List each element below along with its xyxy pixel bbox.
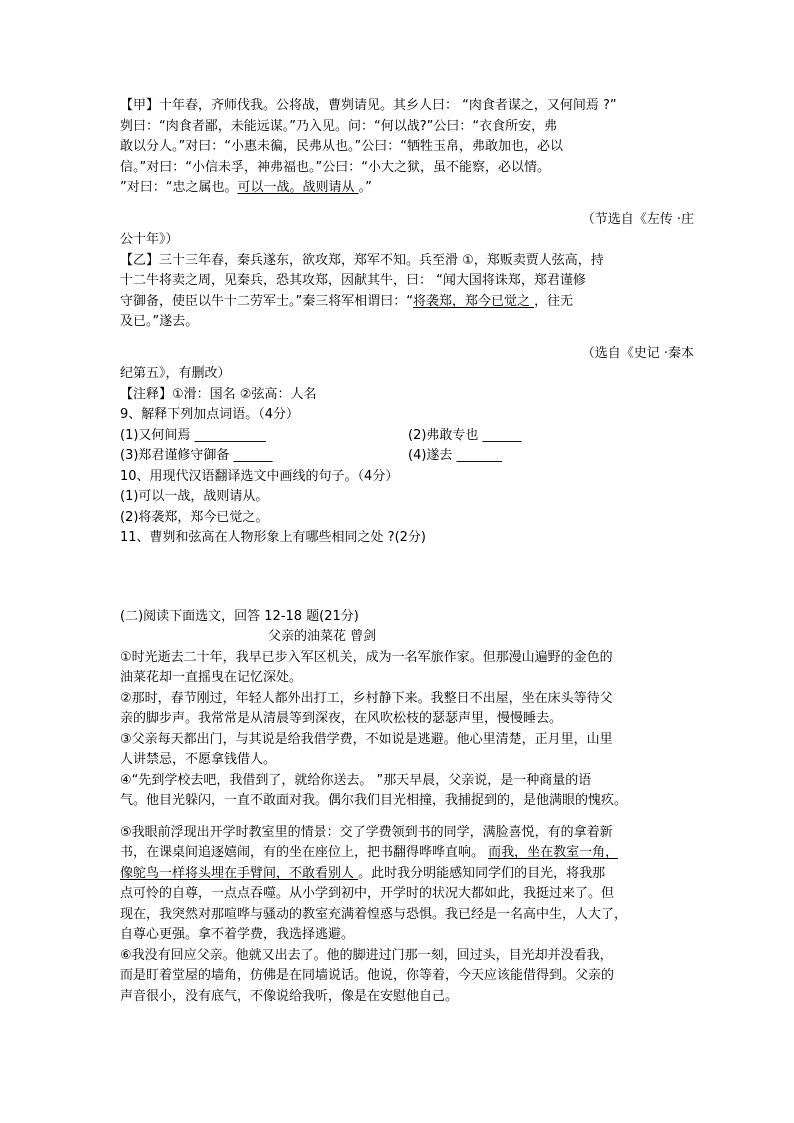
paragraph-line: ②那时，春节刚过，年轻人都外出打工，乡村静下来。我整日不出屋，坐在床头等待父 [120, 690, 613, 706]
passage-yi [120, 251, 694, 385]
underlined-sentence: 将袭郑，郑今已觉之 [412, 293, 535, 309]
notes: 【注释】①滑：国名 ②弦高：人名 [120, 386, 317, 402]
section-heading: (二)阅读下面选文，回答 12-18 题(21分) [120, 608, 359, 624]
paragraph-line: 亲的脚步声。我常常是从清晨等到深夜，在风吹松枝的瑟瑟声里，慢慢睡去。 [120, 711, 563, 726]
text-fragment: 敢以 [120, 139, 147, 154]
question-9-row [120, 446, 694, 467]
paragraph-line: 声音很小，没有底气，不像说给我听，像是在安慰他自己。 [120, 988, 459, 1004]
source-citation: （选自《史记 ·秦本 [581, 345, 694, 361]
question-9-row [120, 426, 694, 447]
text-line: 刿曰：“肉食者鄙，未能远谋。”乃入见。问：“何以战?”公曰：“衣食所安，弗 [120, 118, 558, 134]
paragraph-line: ⑥我没有回应父亲。他就又出去了。他的脚进过门那一刻，回过头，目光却并没看我， [120, 947, 613, 963]
paragraph-line: ③父亲每天都出门，与其说是给我借学费，不如说是逃避。他心里清楚，正月里，山里 [120, 731, 613, 747]
text-line: 【甲】十年春，齐师伐我。公将战，曹刿请见。其乡人曰： “肉食者谋之，又何间焉 ?” [120, 98, 617, 113]
underlined-sentence: 而我，坐在教室一角， [488, 845, 619, 860]
text-fragment: ”对曰：“忠之属也。 [120, 180, 238, 195]
question-item: (3)郑君谨修守御备 ______ [120, 448, 273, 463]
paragraph-line: 自尊心更强。拿不着学费，我选择逃避。 [120, 927, 355, 942]
paragraph-line: ①时光逝去二十年，我早已步入军区机关，成为一名军旅作家。但那漫山遍野的金色的 [120, 649, 613, 665]
paragraph-line [120, 864, 694, 885]
question-9: 9、解释下列加点词语。（4分） [120, 407, 300, 422]
text-line: 及已。”遂去。 [120, 314, 199, 329]
text-line: 信。”对曰：“小信未孚，神弗福也。”公曰：“小大之狱，虽不能察，必以情。 [120, 159, 550, 175]
article-title: 父亲的油菜花 曾剑 [268, 629, 377, 644]
paragraph-line: 油菜花却一直摇曳在记忆深处。 [120, 670, 303, 685]
passage-jia [120, 96, 694, 251]
text-line [120, 178, 694, 199]
underlined-sentence: 可以一战。战则请从 [237, 180, 359, 195]
text-line [120, 292, 694, 313]
question-item: (4)遂去 _______ [408, 448, 503, 463]
paragraph-line: ⑤我眼前浮现出开学时教室里的情景：交了学费领到书的同学，满脸喜悦，有的拿着新 [120, 824, 613, 840]
text-line: 十二牛将卖之周，见秦兵，恐其攻郑，因献其牛，曰： “闻大国将诛郑，郑君谨修 [120, 273, 586, 288]
paragraph-line: 而是盯着堂屋的墙角，仿佛是在同墙说话。他说，你等着，今天应该能借得到。父亲的 [120, 968, 615, 983]
text-fragment: 分人。”对曰：“小惠未徧，民弗从也。”公曰：“牺牲玉帛，弗敢加也，必以 [146, 139, 563, 154]
text-fragment: 。此时我分明能感知同学们的目光，将我那 [358, 865, 606, 881]
section-2 [120, 607, 694, 1008]
paragraph-line [120, 843, 694, 864]
paragraph-line: 人讲禁忌，不愿拿钱借人。 [120, 752, 277, 767]
source-citation: （节选自《左传 ·庄 [581, 211, 694, 227]
paragraph-line: 现在，我突然对那喧哗与骚动的教室充满着惶惑与恐惧。我已经是一名高中生，人大了， [120, 906, 628, 922]
paragraph-line: ④“先到学校去吧，我借到了，就给你送去。 ”那天早晨，父亲说，是一种商量的语 [120, 772, 592, 788]
source-citation-cont: 公十年》） [120, 232, 179, 247]
paragraph-line: 点可怜的自尊，一点点吞噬。从小学到初中，开学时的状况大都如此，我挺过来了。但 [120, 886, 615, 901]
underlined-sentence: 像鸵鸟一样将头埋在手臂间，不敢看别人 [120, 865, 359, 881]
question-item: (1)可以一战，战则请从。 [120, 489, 269, 504]
paragraph-line: 气。他目光躲闪，一直不敢面对我。偶尔我们目光相撞，我捕捉到的，是他满眼的愧疚。 [120, 793, 628, 808]
text-line: 【乙】三十三年春，秦兵遂东，欲攻郑，郑军不知。兵至滑 ①，郑贩卖贾人弦高，持 [120, 252, 604, 268]
document-body [120, 96, 694, 1007]
question-item: (1)又何间焉 ___________ [120, 427, 267, 443]
question-item: (2)弗敢专也 ______ [408, 427, 522, 443]
question-item: (2)将袭郑，郑今已觉之。 [120, 509, 269, 525]
text-fragment: 守御备，使臣以牛十二劳军士。”秦三将军相谓曰：“ [120, 293, 413, 309]
text-fragment: 。” [358, 180, 372, 195]
text-fragment: ，往无 [534, 293, 574, 309]
question-11: 11、曹刿和弦高在人物形象上有哪些相同之处 ?(2分) [120, 530, 426, 545]
question-10: 10、用现代汉语翻译选文中画线的句子。（4分） [120, 468, 399, 484]
text-line [120, 137, 694, 158]
text-fragment: 书，在课桌间追逐嬉闹，有的坐在座位上，把书翻得哗哗直响。 [120, 845, 489, 860]
source-citation-cont: 纪第五》，有删改） [120, 366, 231, 381]
